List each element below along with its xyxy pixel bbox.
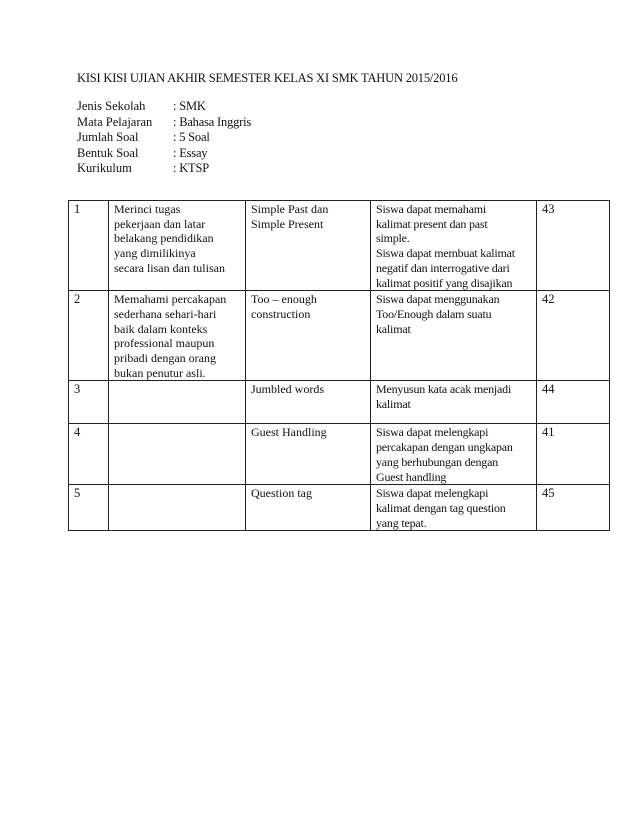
indikator-cell [371, 485, 537, 531]
indikator-text: Siswa dapat melengkapi kalimat dengan tag question yang tepat. [376, 486, 506, 530]
meta-label: Jenis Sekolah [77, 99, 146, 113]
document-title: KISI KISI UJIAN AKHIR SEMESTER KELAS XI SMK TAHUN 2015/2016 [77, 71, 458, 85]
kompetensi-cell [109, 291, 246, 381]
jumlah-cell: 45 [537, 485, 610, 531]
meta-label: Bentuk Soal [77, 145, 139, 160]
meta-row-jumlah-soal [77, 130, 251, 146]
row-number: 4 [69, 424, 109, 485]
meta-value: : Bahasa Inggris [173, 114, 252, 129]
materi-cell [246, 381, 371, 424]
row-number: 1 [69, 201, 109, 291]
meta-row-jenis-sekolah [77, 99, 251, 115]
table-row [69, 381, 610, 424]
jumlah-cell: 43 [537, 201, 610, 291]
materi-cell [246, 201, 371, 291]
materi-cell [246, 485, 371, 531]
jumlah-cell: 41 [537, 424, 610, 485]
materi-cell [246, 291, 371, 381]
indikator-cell [371, 424, 537, 485]
row-number: 5 [69, 485, 109, 531]
materi-cell [246, 424, 371, 485]
indikator-text: Siswa dapat menggunakan Too/Enough dalam suatu kalimat [376, 292, 500, 336]
indikator-cell [371, 381, 537, 424]
table-row [69, 424, 610, 485]
meta-value: : Essay [173, 145, 208, 160]
meta-label: Kurikulum [77, 161, 132, 175]
row-number: 2 [69, 291, 109, 381]
meta-row-kurikulum [77, 161, 251, 177]
indikator-cell [371, 201, 537, 291]
indikator-text: Menyusun kata acak menjadi kalimat [376, 382, 512, 412]
meta-label: Mata Pelajaran [77, 114, 153, 129]
kompetensi-cell [109, 201, 246, 291]
materi-text: Too – enough construction [251, 292, 317, 321]
materi-text: Simple Past dan Simple Present [251, 202, 329, 231]
kompetensi-cell [109, 424, 246, 485]
table-row [69, 201, 610, 291]
indikator-text: Siswa dapat melengkapi percakapan dengan ungkapan yang berhubungan dengan Guest handling [376, 425, 513, 484]
kompetensi-cell [109, 381, 246, 424]
materi-text: Jumbled words [251, 382, 324, 397]
table-row [69, 291, 610, 381]
meta-value: : SMK [173, 99, 206, 113]
indikator-cell [371, 291, 537, 381]
materi-text: Guest Handling [251, 425, 327, 440]
meta-value: : 5 Soal [173, 130, 210, 144]
jumlah-cell: 44 [537, 381, 610, 424]
materi-text: Question tag [251, 486, 312, 501]
meta-row-mata-pelajaran [77, 115, 251, 131]
kompetensi-cell [109, 485, 246, 531]
row-number: 3 [69, 381, 109, 424]
kisi-kisi-table [68, 200, 610, 531]
jumlah-cell: 42 [537, 291, 610, 381]
indikator-text: Siswa dapat memahami kalimat present dan past simple. Siswa dapat membuat kalimat negatif dan interrogative dari kalimat positif yang disajikan [376, 202, 515, 290]
document-meta [77, 99, 251, 177]
table-row [69, 485, 610, 531]
meta-row-bentuk-soal [77, 146, 251, 162]
kompetensi-text: Memahami percakapan sederhana sehari-hari baik dalam konteks professional maupun pribadi dengan orang bukan penutur asli. [114, 292, 227, 380]
kompetensi-text: Merinci tugas pekerjaan dan latar belakang pendidikan yang dimilikinya secara lisan dan tulisan [114, 202, 225, 275]
meta-value: : KTSP [173, 161, 209, 175]
meta-label: Jumlah Soal [77, 130, 139, 144]
